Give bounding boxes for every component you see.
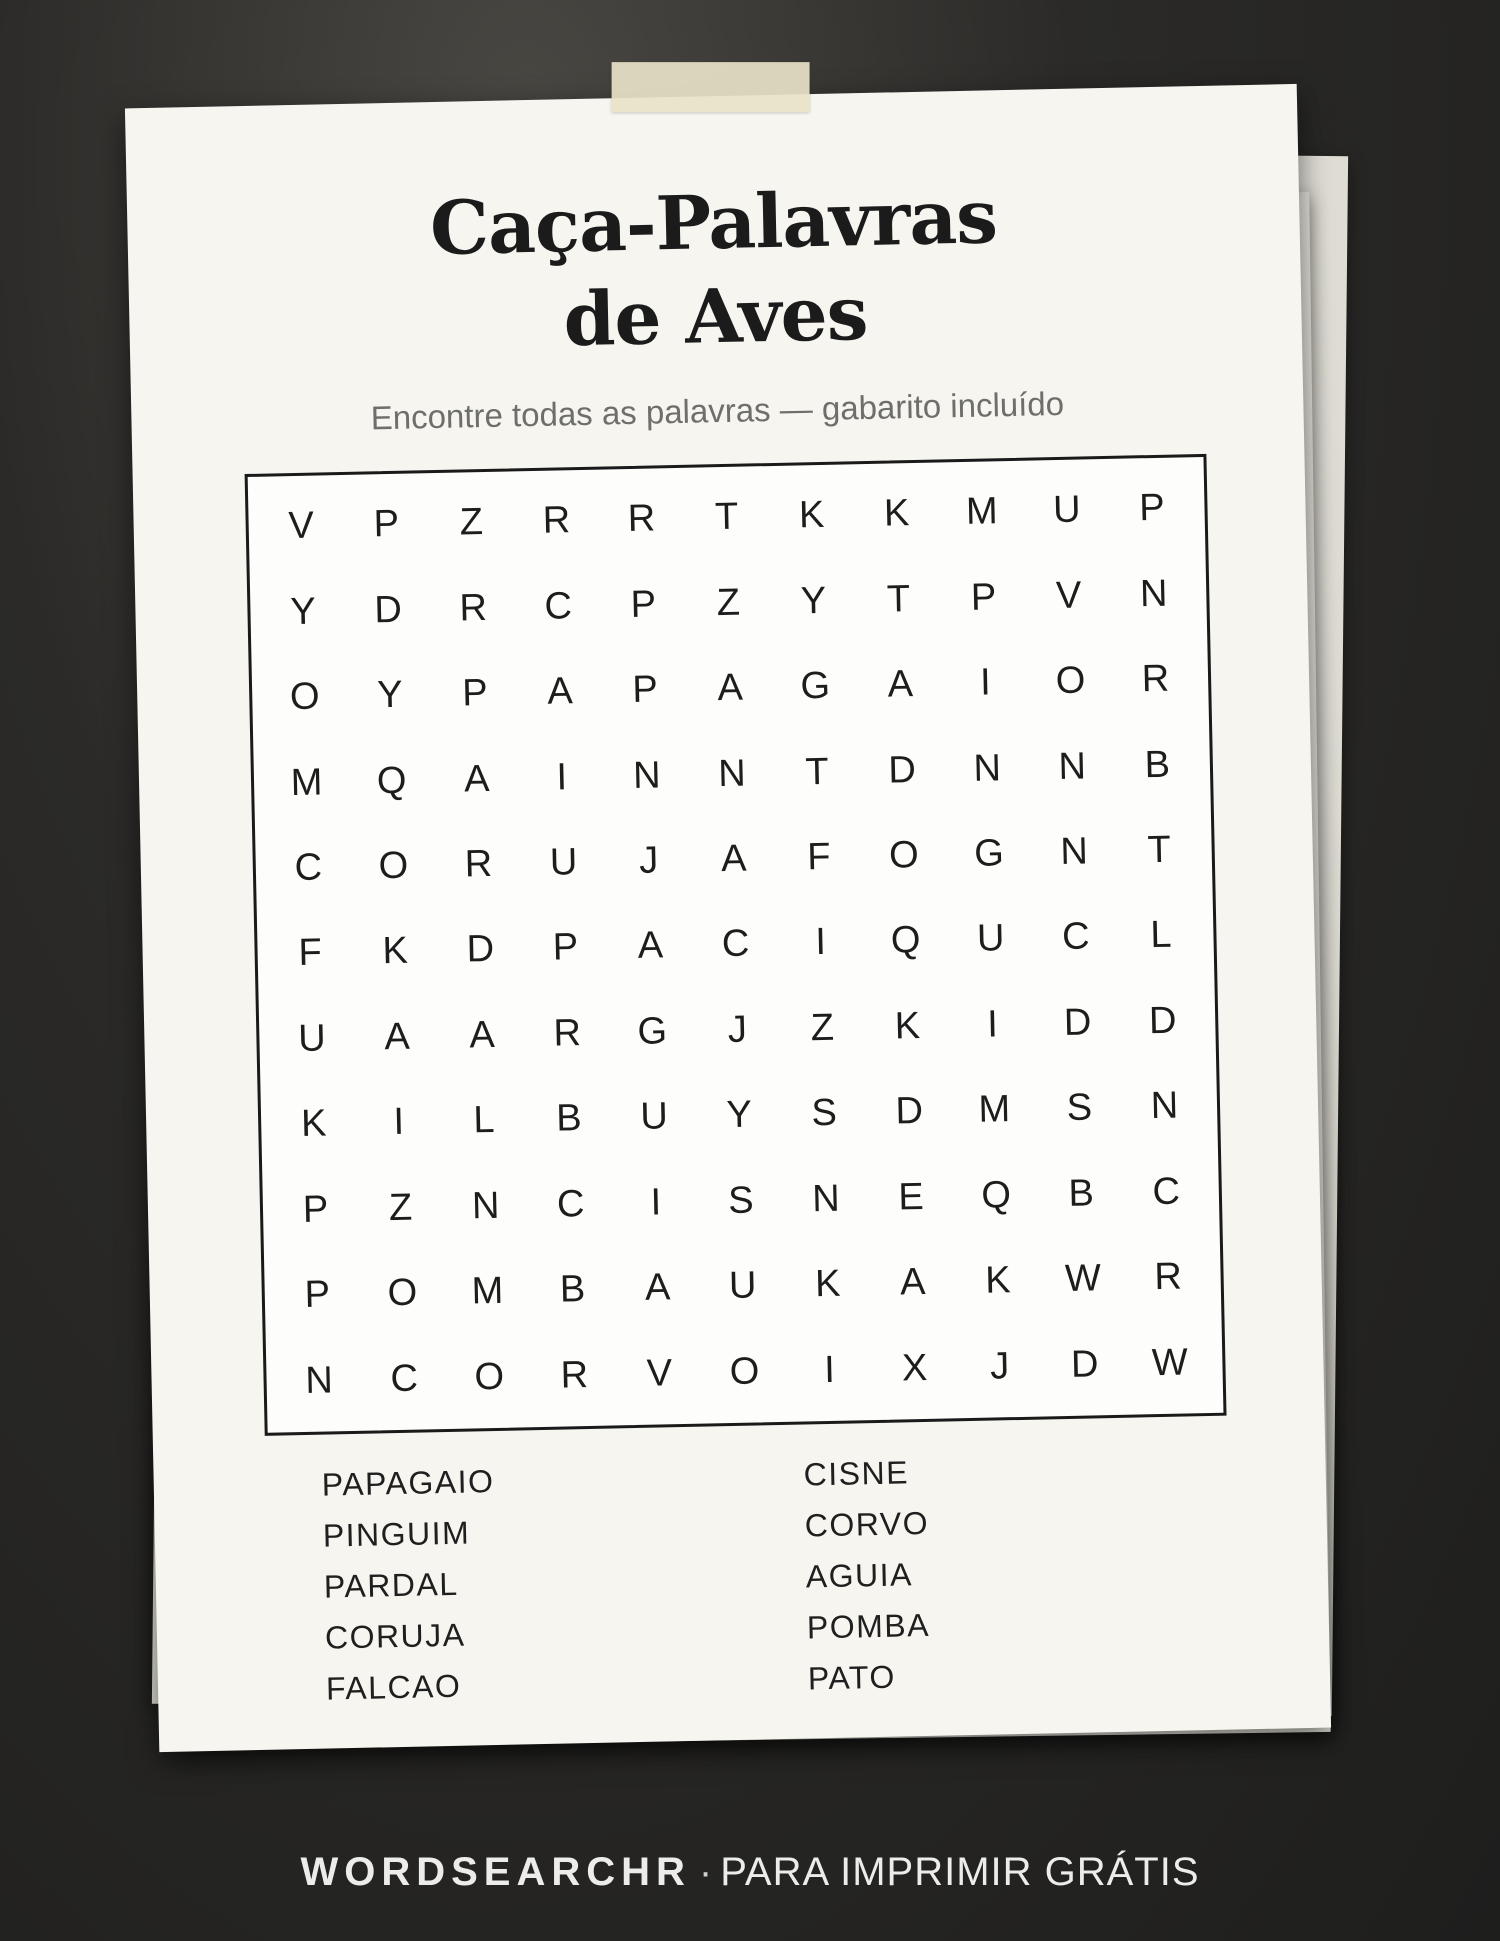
grid-cell: I (556, 755, 568, 799)
grid-cell: M (978, 1088, 1011, 1132)
grid-cell: R (1141, 657, 1170, 701)
grid-cell: P (970, 575, 997, 619)
grid-cell: A (546, 670, 574, 713)
grid-cell: J (989, 1344, 1010, 1388)
grid-cell: P (302, 1188, 329, 1231)
grid-cell: S (811, 1092, 838, 1135)
grid-cell: T (714, 495, 739, 539)
word-list-item: PAPAGAIO (321, 1463, 495, 1503)
grid-cell: M (471, 1270, 504, 1313)
grid-cell: O (387, 1271, 418, 1315)
grid-cell: B (1144, 743, 1171, 786)
grid-cell: D (1063, 1001, 1092, 1044)
grid-cell: X (901, 1346, 928, 1390)
grid-cell: U (639, 1095, 669, 1139)
puzzle-sheet (125, 84, 1331, 1752)
grid-cell: T (886, 577, 911, 621)
grid-cell: C (556, 1182, 585, 1226)
grid-cell: I (650, 1181, 662, 1224)
grid-cell: O (729, 1350, 760, 1393)
word-list-item: POMBA (806, 1606, 931, 1646)
word-list-item: CORUJA (324, 1616, 466, 1656)
grid-cell: B (1068, 1172, 1095, 1215)
grid-cell: G (637, 1010, 668, 1053)
grid-cell: K (300, 1102, 327, 1146)
grid-cell: U (297, 1017, 327, 1060)
grid-cell: O (1055, 659, 1086, 703)
grid-cell: B (555, 1097, 583, 1141)
grid-cell: M (965, 490, 999, 534)
grid-cell: R (1153, 1255, 1183, 1299)
grid-cell: C (1061, 915, 1090, 959)
tape-strip (612, 62, 810, 112)
grid-cell: N (811, 1177, 841, 1221)
grid-cell: T (804, 750, 830, 793)
grid-cell: R (542, 499, 571, 543)
grid-cell: K (798, 494, 825, 537)
grid-cell: C (294, 846, 323, 890)
grid-cell: J (638, 839, 659, 882)
grid-cell: R (627, 497, 656, 541)
grid-cell: Z (716, 581, 741, 624)
grid-cell: P (373, 503, 400, 546)
grid-cell: I (814, 921, 827, 964)
grid-cell: Q (980, 1173, 1012, 1217)
footer-separator: · (698, 1850, 713, 1894)
grid-cell: Q (890, 919, 921, 963)
grid-cell: K (814, 1263, 841, 1306)
word-list-column-1 (321, 1463, 499, 1722)
grid-cell: R (458, 586, 488, 630)
grid-cell: I (393, 1101, 405, 1144)
grid-cell: N (632, 753, 662, 797)
grid-cell: O (378, 844, 409, 888)
grid-cell: Y (726, 1093, 753, 1137)
letter-grid (245, 454, 1227, 1436)
grid-cell: Y (800, 579, 827, 623)
grid-cell: C (1152, 1170, 1181, 1214)
grid-cell: S (1066, 1086, 1093, 1130)
word-list-item: CORVO (804, 1504, 930, 1544)
grid-cell: R (560, 1353, 589, 1397)
grid-cell: N (1139, 572, 1168, 615)
grid-cell: W (1151, 1341, 1189, 1384)
grid-cell: N (1059, 830, 1089, 874)
word-list-item: CISNE (803, 1454, 910, 1493)
grid-cell: D (1070, 1343, 1099, 1386)
grid-cell: N (717, 752, 747, 795)
grid-cell: S (727, 1179, 755, 1222)
grid-cell: A (383, 1015, 411, 1059)
grid-cell: Z (459, 501, 484, 544)
brand-name: WORDSEARCHR (300, 1850, 691, 1894)
grid-cell: B (559, 1268, 586, 1311)
grid-cell: N (1058, 745, 1087, 788)
footer-tagline: PARA IMPRIMIR GRÁTIS (720, 1850, 1200, 1894)
grid-cell: G (800, 664, 831, 708)
word-list-item: PINGUIM (322, 1514, 471, 1554)
grid-cell: Z (388, 1186, 413, 1230)
grid-cell: K (883, 492, 910, 535)
grid-cell: N (1150, 1085, 1179, 1128)
grid-cell: O (289, 675, 321, 719)
grid-cell: G (973, 832, 1005, 875)
grid-cell: W (1064, 1257, 1102, 1301)
grid-cell: V (288, 504, 315, 548)
grid-cell: P (461, 672, 489, 715)
grid-cell: D (1148, 999, 1177, 1043)
word-list-item: FALCAO (325, 1667, 462, 1707)
grid-cell: A (637, 924, 664, 968)
grid-cell: I (986, 1003, 999, 1046)
grid-cell: V (1055, 574, 1082, 617)
grid-cell: F (806, 835, 831, 879)
grid-cell: U (728, 1264, 757, 1308)
grid-cell: E (897, 1175, 925, 1219)
grid-cell: K (894, 1004, 921, 1048)
title-line-1: Caça-Palavras (429, 174, 998, 273)
grid-cell: V (646, 1352, 673, 1395)
grid-cell: C (544, 584, 573, 628)
grid-cell: Y (376, 673, 403, 717)
grid-cell: A (463, 757, 490, 801)
grid-cell: N (471, 1184, 500, 1228)
grid-cell: R (464, 842, 493, 886)
grid-cell: P (630, 583, 657, 626)
grid-cell: I (823, 1348, 836, 1391)
grid-cell: A (717, 666, 744, 710)
grid-cell: P (631, 668, 659, 712)
footer (0, 1850, 1500, 1895)
grid-cell: L (472, 1099, 495, 1142)
grid-cell: N (973, 746, 1002, 790)
grid-cell: R (553, 1012, 582, 1055)
word-list-item: PARDAL (323, 1565, 459, 1605)
grid-cell: K (382, 930, 409, 973)
grid-cell: O (474, 1355, 505, 1399)
grid-cell: Z (810, 1006, 835, 1050)
grid-cell: A (644, 1266, 671, 1310)
grid-cell: P (552, 926, 579, 970)
grid-cell: U (976, 917, 1005, 961)
grid-cell: A (720, 837, 747, 881)
grid-cell: D (895, 1090, 924, 1133)
grid-cell: F (298, 932, 323, 975)
word-list-column-2 (803, 1454, 933, 1712)
grid-cell: L (1149, 914, 1172, 957)
grid-cell: T (1147, 828, 1172, 872)
grid-cell: D (466, 928, 495, 971)
grid-cell: A (899, 1261, 926, 1304)
grid-cell: D (887, 748, 917, 792)
grid-cell: U (549, 841, 578, 884)
grid-cell: Q (376, 759, 407, 802)
grid-cell: A (887, 663, 914, 706)
grid-cell: O (888, 834, 920, 877)
grid-cell: C (390, 1357, 419, 1400)
page-title (127, 164, 1303, 377)
grid-cell: A (468, 1013, 496, 1057)
grid-cell: P (304, 1273, 331, 1317)
grid-cell: P (1138, 486, 1166, 530)
title-line-2: de Aves (562, 270, 869, 364)
word-list-item: AGUIA (805, 1556, 914, 1595)
grid-cell: J (727, 1008, 748, 1051)
grid-cell: K (984, 1259, 1012, 1302)
grid-cell: N (304, 1359, 334, 1402)
word-list-item: PATO (807, 1658, 897, 1697)
subtitle: Encontre todas as palavras — gabarito incluído (370, 384, 1065, 437)
grid-cell: U (1052, 488, 1082, 532)
grid-cell: M (290, 761, 323, 804)
grid-cell: D (373, 588, 403, 632)
grid-cell: C (721, 923, 750, 966)
grid-cell: I (979, 661, 992, 704)
grid-cell: Y (289, 590, 317, 633)
